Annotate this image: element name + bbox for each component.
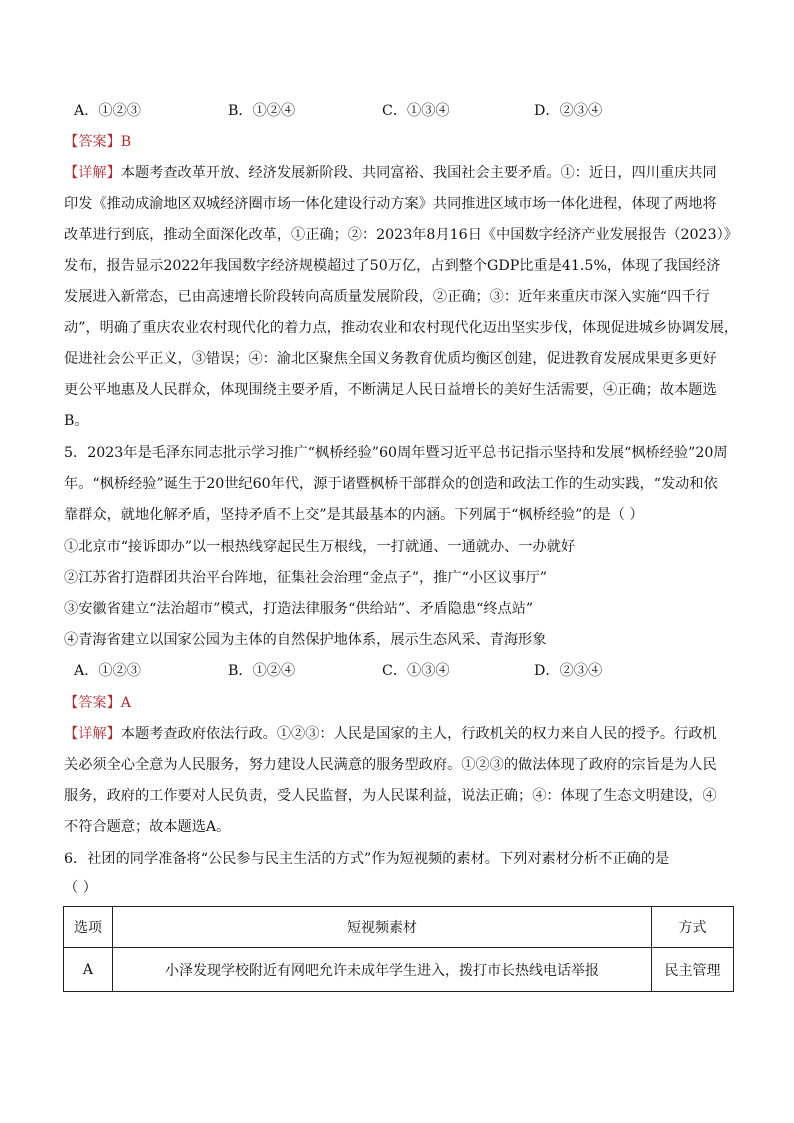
q5-stem-line: 5．2023年是毛泽东同志批示学习推广“枫桥经验”60周年暨习近平总书记指示坚持和发展“枫桥经验”20周 [64,445,728,461]
q4-options [64,101,734,121]
q6-answer-bracket: （ ） [64,880,97,896]
q4-explanation-line: 印发《推动成渝地区双城经济圈市场一体化建设行动方案》共同推进区域市场一体化进程，体现了两地将 [64,196,717,212]
q5-option-b: B．①②④ [228,663,296,679]
q5-option-c: C．①③④ [382,663,450,679]
table-header-mode: 方式 [652,907,734,948]
q6-stem-line: 6．社团的同学准备将“公民参与民主生活的方式”作为短视频的素材。下列对素材分析不正确的是 [64,851,670,867]
q5-stem-line: 年。“枫桥经验”诞生于20世纪60年代，源于诸暨枫桥干部群众的创造和政法工作的生动实践，“发动和依 [64,476,718,492]
q4-explanation-line: 【详解】本题考查改革开放、经济发展新阶段、共同富裕、我国社会主要矛盾。①：近日，四川重庆共同 [64,165,717,181]
table-row [64,948,734,992]
q5-explanation-line: 不符合题意；故本题选A。 [64,819,231,835]
table-cell-option: A [64,948,113,992]
q5-explanation-line: 关必须全心全意为人民服务，努力建设人民满意的服务型政府。①②③的做法体现了政府的宗旨是为人民 [64,757,717,773]
q4-explanation-line: 发布，报告显示2022年我国数字经济规模超过了50万亿，占到整个GDP比重是41.5%，体现了我国经济 [64,258,721,274]
q4-option-a: A．①②③ [74,103,141,119]
q4-explanation-line: 发展进入新常态，已由高速增长阶段转向高质量发展阶段，②正确；③：近年来重庆市深入实施“四千行 [64,289,710,305]
q5-stem-line: 靠群众，就地化解矛盾，坚持矛盾不上交”是其最基本的内涵。下列属于“枫桥经验”的是（ ） [64,507,644,523]
q5-options [64,661,734,681]
q4-explanation-line: 动”，明确了重庆农业农村现代化的着力点，推动农业和农村现代化迈出坚实步伐，体现促进城乡协调发展， [64,320,739,336]
table-cell-mode: 民主管理 [652,948,734,992]
q4-explanation-line: 促进社会公平正义，③错误；④：渝北区聚焦全国义务教育优质均衡区创建，促进教育发展成果更多更好 [64,351,717,367]
q4-option-c: C．①③④ [382,103,450,119]
q5-answer: 【答案】A [64,695,131,711]
q5-explanation-line: 服务，政府的工作要对人民负责，受人民监督，为人民谋利益，说法正确；④：体现了生态文明建设，④ [64,788,717,804]
q4-explanation-line: 更公平地惠及人民群众，体现围绕主要矛盾，不断满足人民日益增长的美好生活需要，④正确；故本题选 [64,382,717,398]
table-cell-material: 小泽发现学校附近有网吧允许未成年学生进入，拨打市长热线电话举报 [112,948,651,992]
q4-answer: 【答案】B [64,134,132,150]
q5-item-3: ③安徽省建立“法治超市”模式，打造法律服务“供给站”、矛盾隐患“终点站” [64,601,534,617]
q5-option-a: A．①②③ [74,663,141,679]
q4-option-d: D．②③④ [534,103,603,119]
q5-item-4: ④青海省建立以国家公园为主体的自然保护地体系，展示生态风采、青海形象 [64,632,547,648]
q4-explanation-label: 【详解】 [64,165,121,181]
q5-option-d: D．②③④ [534,663,603,679]
q4-option-b: B．①②④ [228,103,296,119]
q4-explanation-line: B。 [64,413,89,429]
table-header-row [64,907,734,948]
q4-explanation-line: 改革进行到底，推动全面深化改革，①正确；②：2023年8月16日《中国数字经济产业发展报告（2023）》 [64,227,738,243]
q5-item-2: ②江苏省打造群团共治平台阵地，征集社会治理“金点子”，推广“小区议事厅” [64,570,548,586]
table-header-option: 选项 [64,907,113,948]
q6-material-table [63,906,734,992]
q5-item-1: ①北京市“接诉即办”以一根热线穿起民生万根线，一打就通、一通就办、一办就好 [64,539,576,555]
q5-explanation-label: 【详解】 [64,726,121,742]
table-header-material: 短视频素材 [112,907,651,948]
q5-explanation-line: 【详解】本题考查政府依法行政。①②③：人民是国家的主人，行政机关的权力来自人民的授予。行政机 [64,726,717,742]
